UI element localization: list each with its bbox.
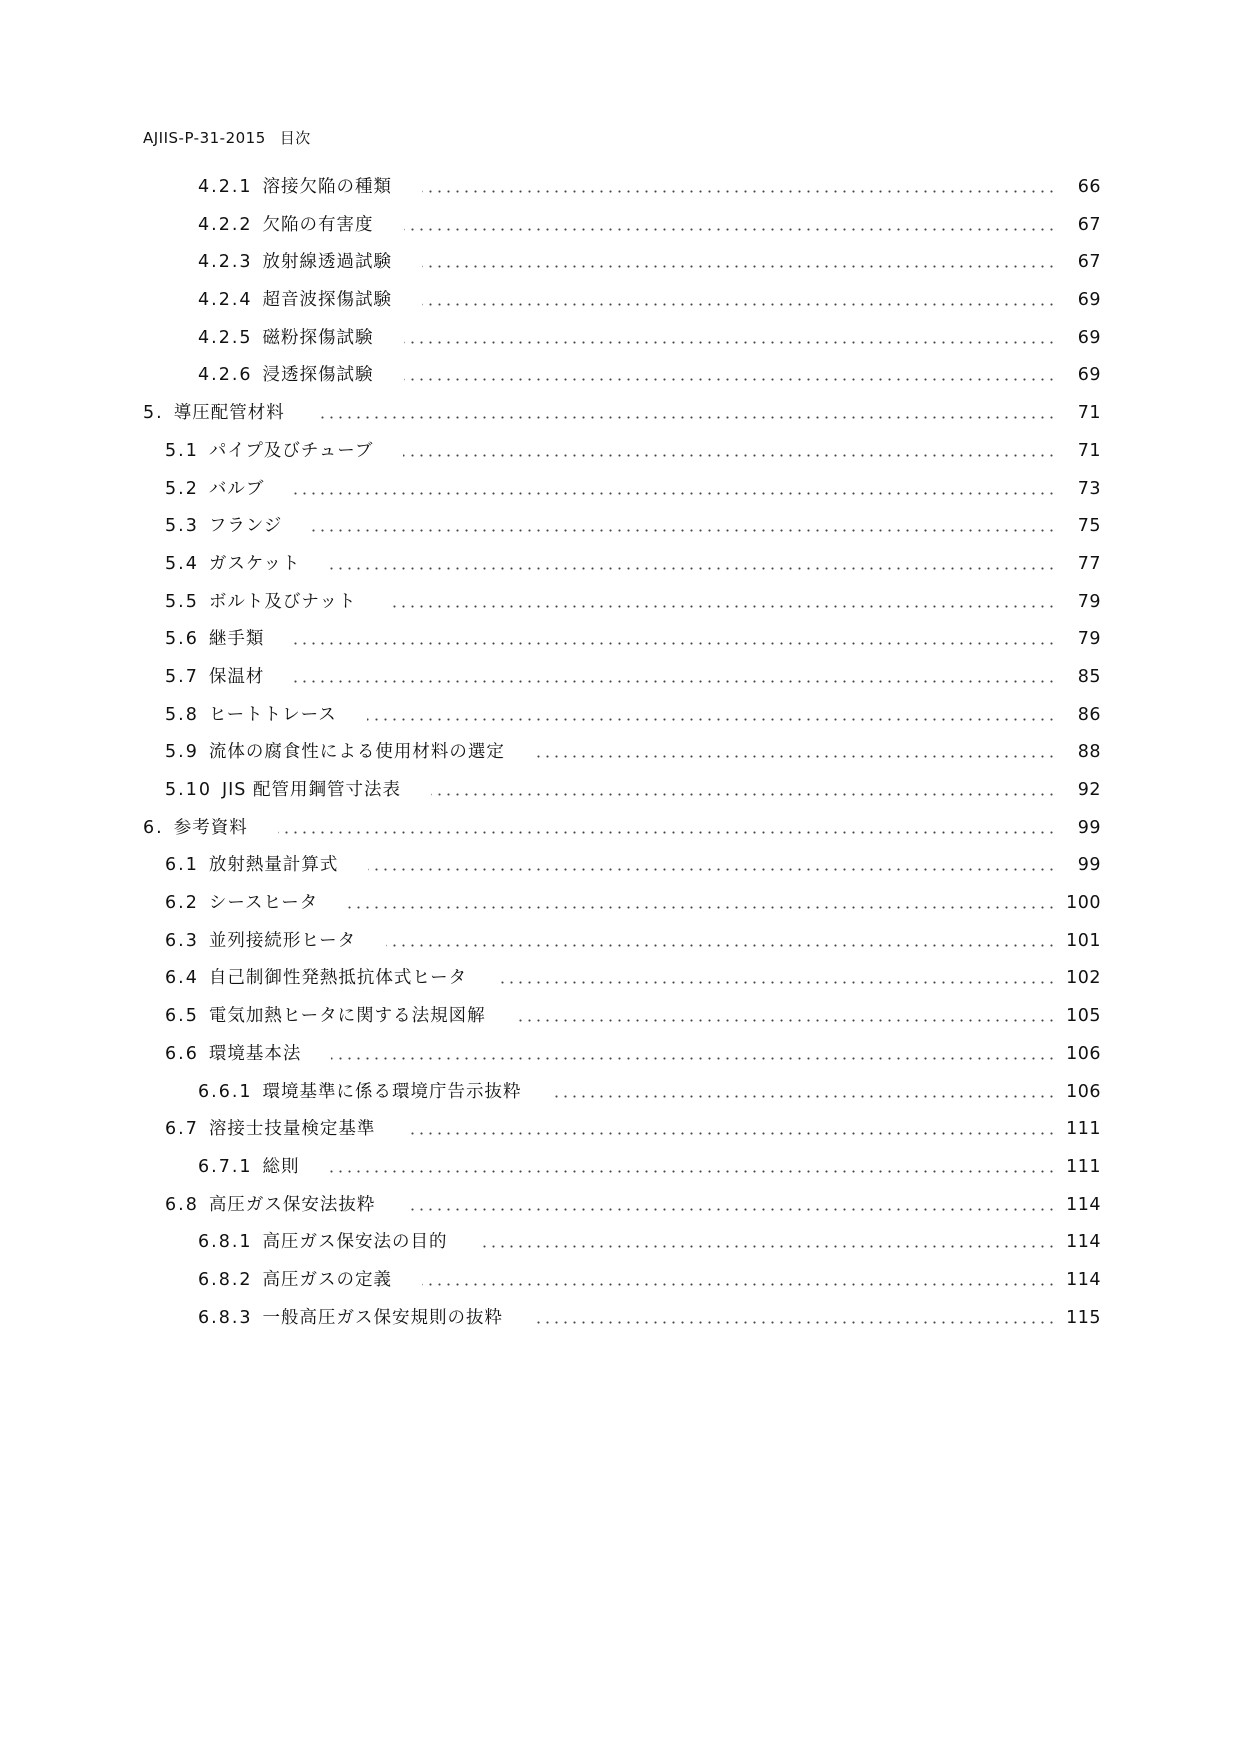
toc-entry-label: [165, 775, 401, 805]
toc-entry-label: [165, 1001, 486, 1031]
toc-entry-number: 5.9: [165, 742, 199, 763]
toc-entry-label: [198, 210, 374, 240]
toc-leader-dots: [387, 605, 1056, 608]
toc-entry-page-number: 92: [1077, 780, 1101, 800]
toc-leader-dots: [312, 529, 1056, 532]
toc-entry-number: 5.10: [165, 780, 212, 800]
toc-entry[interactable]: [0, 360, 1241, 398]
toc-entry-page-number: 102: [1066, 968, 1101, 989]
toc-entry-number: 4.2.6: [198, 365, 253, 386]
toc-entry-title: 参考資料: [173, 817, 248, 838]
toc-entry[interactable]: [0, 587, 1241, 625]
toc-leader-dots: [497, 981, 1056, 984]
toc-entry-title: 溶接欠陥の種類: [262, 177, 393, 197]
toc-entry[interactable]: [0, 1227, 1241, 1265]
toc-entry-label: [143, 813, 248, 843]
toc-entry-number: 4.2.4: [198, 290, 253, 311]
toc-entry-number: 5.6: [165, 629, 199, 650]
toc-entry-title: 放射熱量計算式: [208, 855, 339, 876]
toc-entry-title: 溶接士技量検定基準: [208, 1119, 376, 1140]
toc-entry[interactable]: [0, 1265, 1241, 1303]
toc-entry-title: 継手類: [208, 629, 265, 650]
table-of-contents: [0, 172, 1241, 1340]
toc-entry[interactable]: [0, 850, 1241, 888]
toc-entry-label: [165, 1114, 375, 1144]
toc-entry-label: [165, 963, 467, 993]
toc-entry-title: 環境基準に係る環境庁告示抜粋: [262, 1081, 522, 1102]
toc-leader-dots: [422, 303, 1056, 306]
toc-entry[interactable]: [0, 1114, 1241, 1152]
toc-leader-dots: [367, 718, 1056, 721]
toc-entry-number: 6.6: [165, 1043, 199, 1064]
toc-entry-number: 6.: [143, 817, 164, 838]
toc-entry-title: ボルト及びナット: [208, 591, 357, 612]
toc-entry[interactable]: [0, 210, 1241, 248]
toc-entry-title: 超音波探傷試験: [262, 290, 393, 311]
toc-entry-page-number: 114: [1066, 1194, 1101, 1215]
toc-leader-dots: [331, 1057, 1056, 1060]
toc-entry-label: [165, 511, 282, 541]
toc-entry[interactable]: [0, 737, 1241, 775]
toc-entry-number: 5.8: [165, 704, 199, 725]
toc-entry-page-number: 99: [1077, 855, 1101, 876]
toc-entry-title: 総則: [262, 1156, 300, 1177]
toc-leader-dots: [294, 642, 1056, 645]
toc-entry-title: 一般高圧ガス保安規則の抜粋: [262, 1307, 504, 1328]
toc-entry[interactable]: [0, 1077, 1241, 1115]
toc-entry-number: 5.4: [165, 553, 199, 574]
toc-entry-label: [165, 474, 264, 504]
toc-entry-page-number: 99: [1077, 817, 1101, 838]
toc-entry-page-number: 71: [1077, 403, 1101, 424]
toc-entry-label: [165, 700, 337, 730]
toc-entry[interactable]: [0, 436, 1241, 474]
toc-entry-number: 4.2.5: [198, 327, 253, 348]
toc-entry-title: 高圧ガス保安法抜粋: [208, 1194, 376, 1215]
toc-entry-page-number: 100: [1066, 893, 1101, 914]
toc-entry[interactable]: [0, 775, 1241, 813]
toc-entry-number: 6.1: [165, 855, 199, 876]
toc-entry-title: JIS 配管用鋼管寸法表: [221, 780, 401, 800]
toc-entry[interactable]: [0, 474, 1241, 512]
toc-entry[interactable]: [0, 963, 1241, 1001]
toc-entry-label: [198, 1265, 392, 1295]
toc-leader-dots: [294, 492, 1056, 495]
toc-entry[interactable]: [0, 624, 1241, 662]
toc-entry-label: [143, 398, 285, 428]
toc-entry-number: 6.8.3: [198, 1307, 253, 1328]
toc-entry-label: [165, 1039, 301, 1069]
toc-entry-label: [198, 1227, 448, 1257]
toc-leader-dots: [422, 265, 1056, 268]
toc-entry-title: 並列接続形ヒータ: [208, 930, 357, 951]
toc-entry-title: 導圧配管材料: [173, 403, 285, 424]
toc-entry-page-number: 69: [1077, 365, 1101, 386]
toc-leader-dots: [386, 944, 1056, 947]
toc-entry-label: [165, 850, 338, 880]
toc-entry-page-number: 67: [1077, 214, 1101, 235]
toc-entry-title: パイプ及びチューブ: [208, 440, 374, 461]
toc-leader-dots: [348, 906, 1056, 909]
toc-entry-title: ガスケット: [208, 553, 301, 574]
toc-leader-dots: [368, 868, 1056, 871]
toc-entry[interactable]: [0, 1039, 1241, 1077]
toc-entry[interactable]: [0, 172, 1241, 210]
toc-entry[interactable]: [0, 323, 1241, 361]
toc-entry[interactable]: [0, 888, 1241, 926]
toc-entry-page-number: 114: [1066, 1269, 1101, 1290]
toc-entry-title: 放射線透過試験: [262, 252, 393, 273]
toc-entry-page-number: 114: [1066, 1232, 1101, 1253]
toc-entry-page-number: 115: [1066, 1307, 1101, 1328]
toc-entry-page-number: 106: [1066, 1043, 1101, 1064]
toc-entry-title: バルブ: [208, 478, 265, 499]
toc-entry[interactable]: [0, 1001, 1241, 1039]
toc-leader-dots: [552, 1095, 1056, 1098]
toc-leader-dots: [405, 1208, 1056, 1211]
toc-leader-dots: [533, 1321, 1056, 1324]
toc-entry-label: [165, 662, 264, 692]
toc-entry-number: 5.2: [165, 478, 199, 499]
toc-entry-page-number: 69: [1077, 327, 1101, 348]
toc-entry-title: フランジ: [208, 516, 283, 537]
toc-entry-label: [165, 888, 318, 918]
toc-entry-number: 6.7: [165, 1119, 199, 1140]
toc-leader-dots: [535, 755, 1056, 758]
toc-entry-page-number: 79: [1077, 591, 1101, 612]
toc-entry-label: [198, 360, 374, 390]
toc-entry-number: 5.7: [165, 666, 199, 687]
toc-entry-page-number: 67: [1077, 252, 1101, 273]
toc-entry[interactable]: [0, 549, 1241, 587]
toc-entry-title: シースヒータ: [208, 893, 319, 914]
toc-entry-page-number: 73: [1077, 478, 1101, 499]
toc-entry-page-number: 71: [1077, 440, 1101, 461]
toc-entry-label: [165, 737, 505, 767]
toc-entry[interactable]: [0, 247, 1241, 285]
toc-entry-label: [198, 323, 374, 353]
toc-leader-dots: [278, 831, 1056, 834]
toc-leader-dots: [294, 680, 1056, 683]
toc-entry-label: [198, 1152, 300, 1182]
toc-leader-dots: [330, 567, 1056, 570]
toc-entry-label: [165, 436, 373, 466]
toc-entry-number: 6.6.1: [198, 1081, 253, 1102]
toc-entry-number: 6.3: [165, 930, 199, 951]
toc-entry-page-number: 66: [1077, 177, 1101, 197]
toc-entry-number: 4.2.3: [198, 252, 253, 273]
toc-entry-page-number: 79: [1077, 629, 1101, 650]
toc-entry-page-number: 106: [1066, 1081, 1101, 1102]
toc-entry-page-number: 77: [1077, 553, 1101, 574]
toc-entry-page-number: 111: [1066, 1156, 1101, 1177]
toc-entry[interactable]: [0, 285, 1241, 323]
toc-entry-label: [198, 172, 392, 202]
toc-entry-number: 6.8.1: [198, 1232, 253, 1253]
toc-entry[interactable]: [0, 398, 1241, 436]
toc-entry-label: [165, 624, 264, 654]
toc-entry[interactable]: [0, 662, 1241, 700]
toc-entry-number: 4.2.2: [198, 214, 253, 235]
toc-entry-title: 環境基本法: [208, 1043, 302, 1064]
toc-leader-dots: [422, 190, 1056, 193]
toc-entry[interactable]: [0, 1190, 1241, 1228]
toc-entry-label: [198, 1303, 503, 1333]
toc-leader-dots: [422, 1283, 1056, 1286]
toc-entry[interactable]: [0, 700, 1241, 738]
toc-entry-title: 高圧ガス保安法の目的: [262, 1232, 448, 1253]
toc-entry[interactable]: [0, 1303, 1241, 1341]
toc-leader-dots: [404, 378, 1056, 381]
toc-entry-label: [165, 587, 357, 617]
toc-entry-title: 自己制御性発熱抵抗体式ヒータ: [208, 968, 468, 989]
toc-entry-number: 5.3: [165, 516, 199, 537]
toc-entry-page-number: 69: [1077, 290, 1101, 311]
toc-leader-dots: [405, 1132, 1056, 1135]
toc-entry[interactable]: [0, 1152, 1241, 1190]
toc-entry-page-number: 101: [1066, 930, 1101, 951]
toc-entry-number: 6.2: [165, 893, 199, 914]
toc-entry-page-number: 88: [1077, 742, 1101, 763]
toc-entry-label: [198, 1077, 522, 1107]
toc-leader-dots: [478, 1245, 1056, 1248]
toc-leader-dots: [431, 793, 1056, 796]
toc-entry-number: 5.: [143, 403, 164, 424]
toc-entry-title: 磁粉探傷試験: [262, 327, 374, 348]
toc-entry-number: 5.5: [165, 591, 199, 612]
toc-leader-dots: [315, 416, 1056, 419]
toc-entry[interactable]: [0, 813, 1241, 851]
toc-entry-title: ヒートトレース: [208, 704, 337, 725]
toc-entry-page-number: 111: [1066, 1119, 1101, 1140]
page-header: [143, 128, 311, 148]
toc-leader-dots: [403, 454, 1056, 457]
toc-entry-number: 6.8.2: [198, 1269, 253, 1290]
toc-entry-title: 保温材: [208, 666, 265, 687]
toc-entry-label: [165, 1190, 375, 1220]
toc-entry-title: 浸透探傷試験: [262, 365, 374, 386]
document-id: AJIIS-P-31-2015: [143, 129, 266, 147]
toc-entry-number: 5.1: [165, 440, 199, 461]
toc-entry[interactable]: [0, 511, 1241, 549]
toc-entry-number: 6.7.1: [198, 1156, 253, 1177]
toc-entry-number: 4.2.1: [198, 177, 253, 197]
toc-entry-title: 流体の腐食性による使用材料の選定: [208, 742, 505, 763]
toc-entry-title: 高圧ガスの定義: [262, 1269, 393, 1290]
toc-entry-label: [165, 926, 356, 956]
toc-leader-dots: [404, 228, 1056, 231]
toc-entry-page-number: 85: [1077, 666, 1101, 687]
toc-entry-label: [198, 247, 392, 277]
toc-entry-page-number: 105: [1066, 1006, 1101, 1027]
toc-leader-dots: [516, 1019, 1056, 1022]
toc-entry[interactable]: [0, 926, 1241, 964]
toc-entry-title: 欠陥の有害度: [262, 214, 374, 235]
toc-entry-number: 6.8: [165, 1194, 199, 1215]
toc-entry-label: [198, 285, 392, 315]
toc-leader-dots: [404, 341, 1056, 344]
section-title: 目次: [279, 129, 311, 147]
toc-entry-page-number: 75: [1077, 516, 1101, 537]
toc-leader-dots: [330, 1170, 1056, 1173]
toc-entry-number: 6.4: [165, 968, 199, 989]
toc-entry-number: 6.5: [165, 1006, 199, 1027]
toc-entry-page-number: 86: [1077, 704, 1101, 725]
toc-entry-label: [165, 549, 300, 579]
toc-entry-title: 電気加熱ヒータに関する法規図解: [208, 1006, 486, 1027]
